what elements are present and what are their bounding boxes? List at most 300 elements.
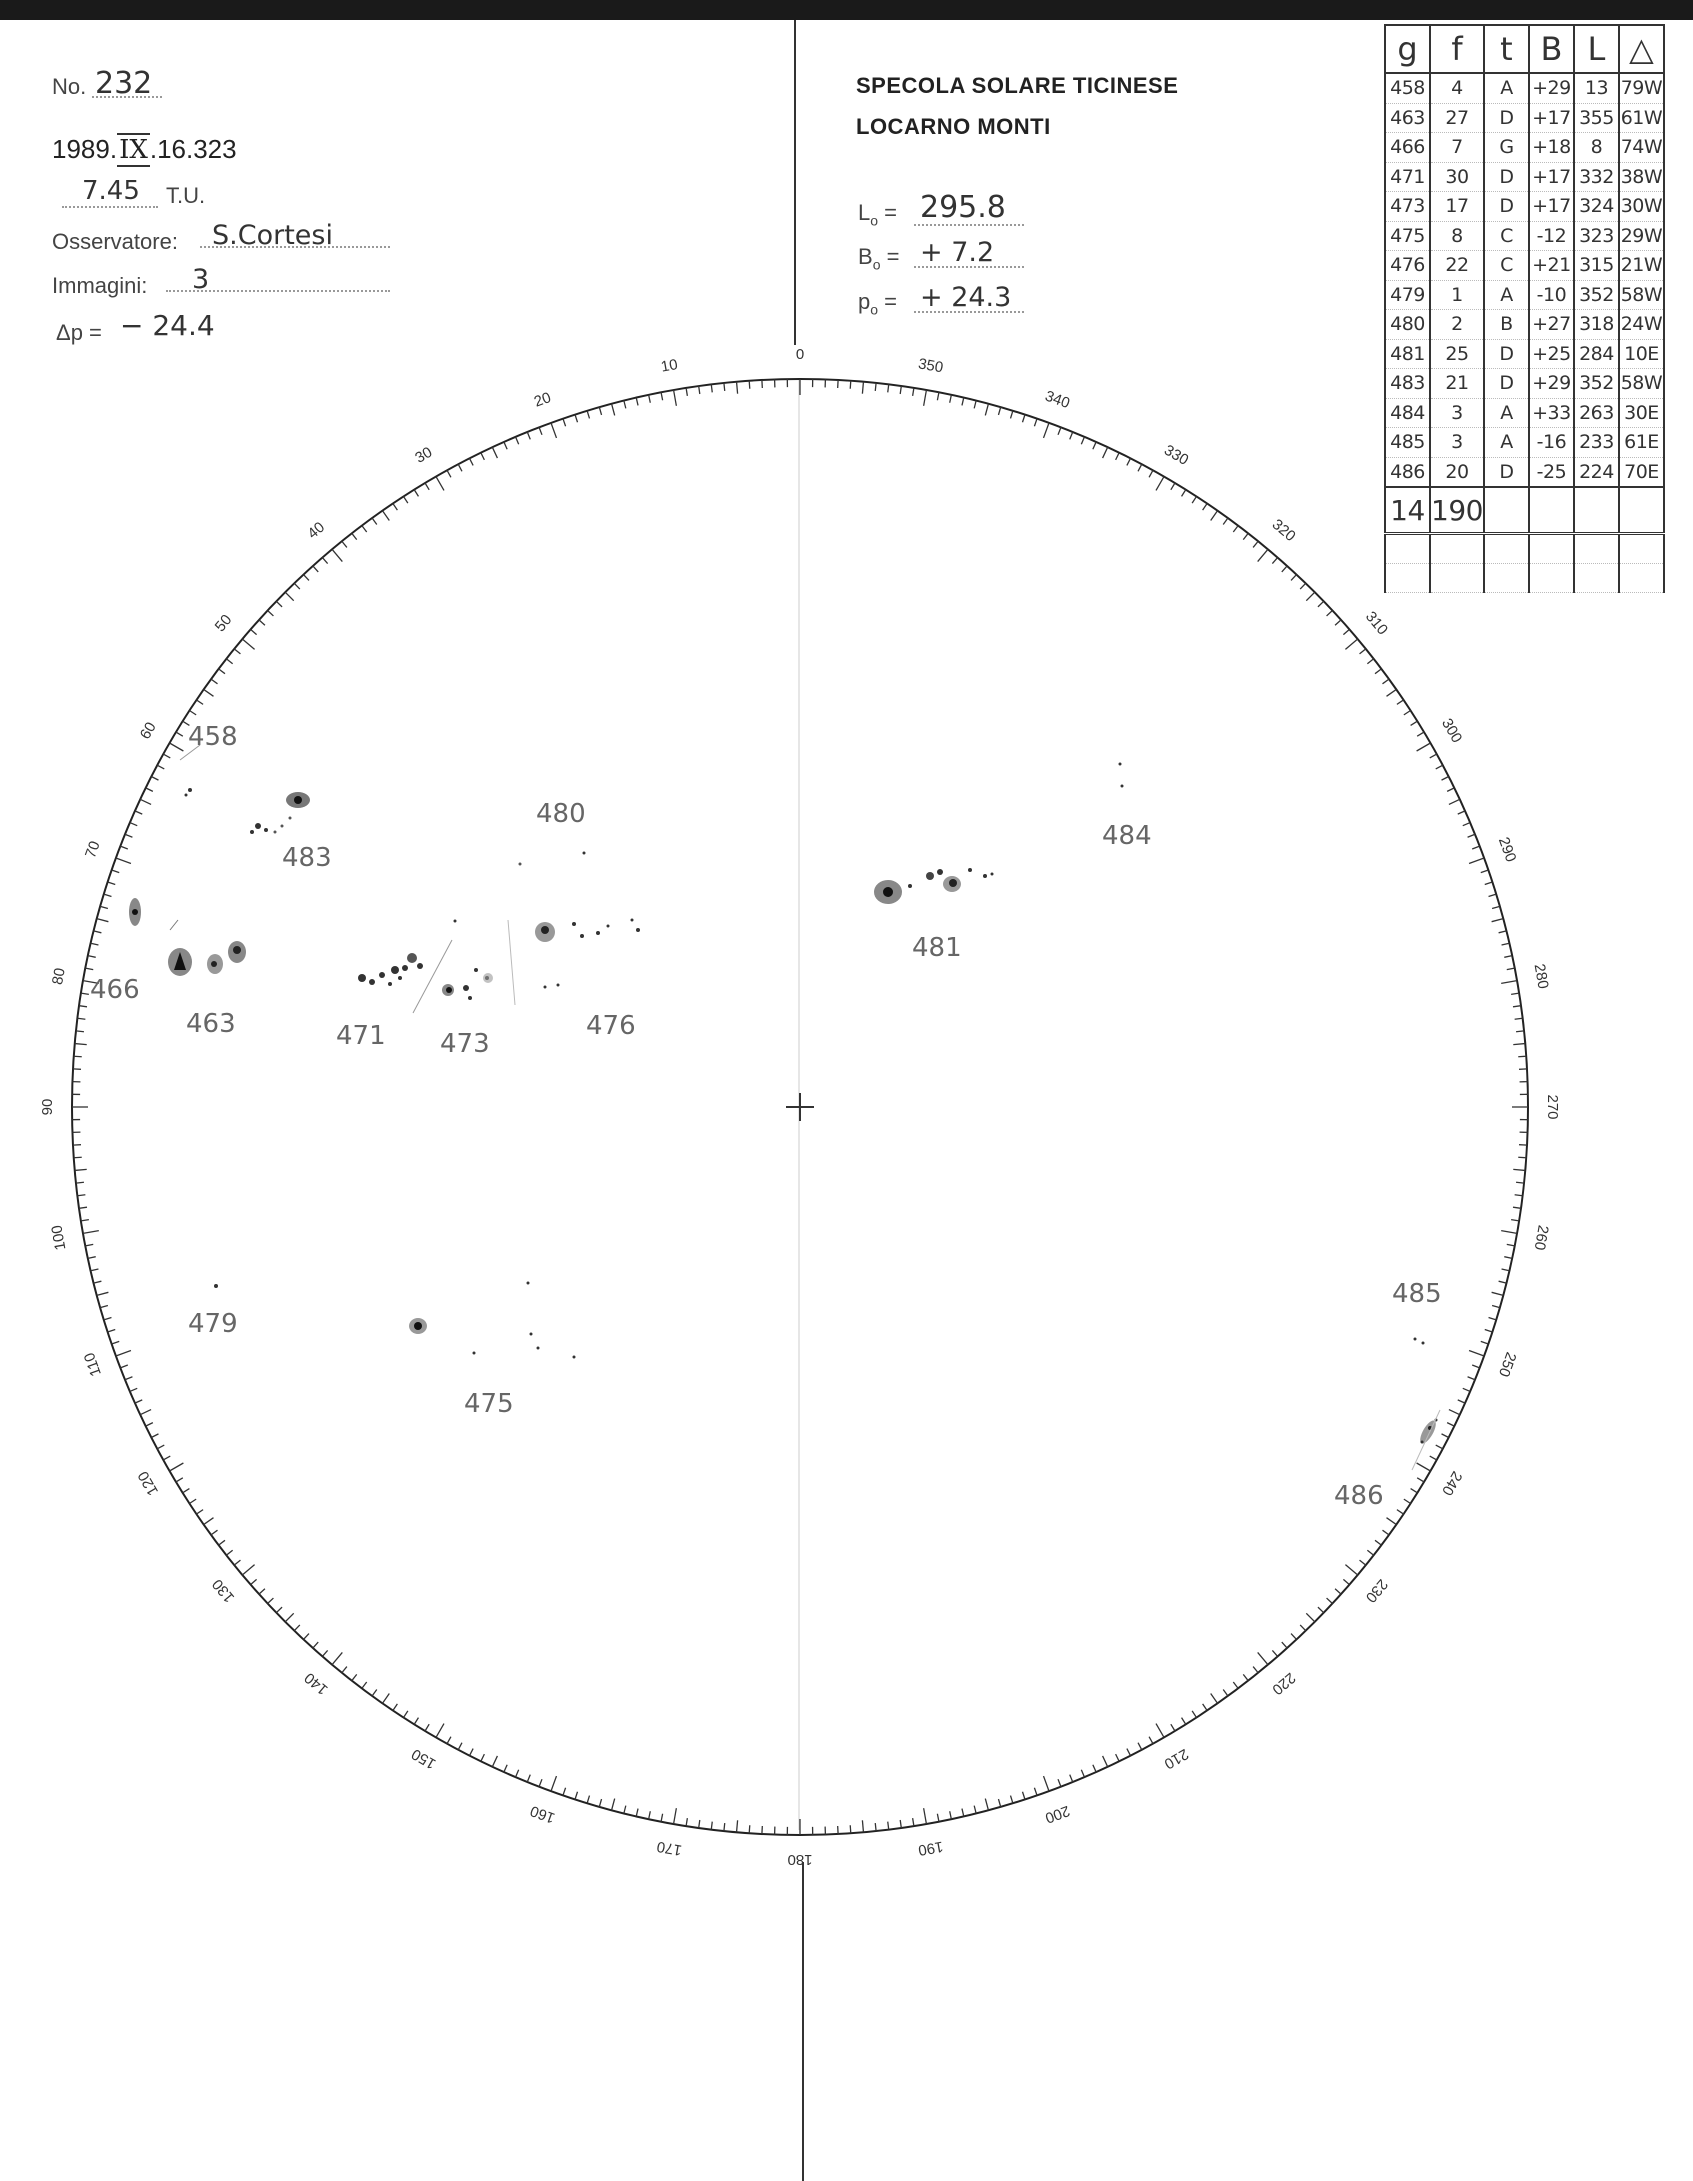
scale-tick — [875, 383, 876, 391]
scale-tick — [1489, 1318, 1497, 1320]
scale-tick — [1300, 1625, 1306, 1631]
scale-label-210: 210 — [1161, 1745, 1192, 1773]
scale-label-150: 150 — [408, 1745, 439, 1773]
scale-tick — [1417, 743, 1431, 751]
label-479: 479 — [188, 1309, 238, 1339]
scale-label-120: 120 — [134, 1468, 162, 1499]
scale-tick — [1507, 968, 1515, 970]
scale-tick — [1387, 689, 1397, 696]
scale-tick — [251, 1579, 257, 1584]
scale-tick — [1058, 1779, 1061, 1786]
cell-delta: 30W — [1619, 192, 1664, 222]
scale-tick — [686, 1818, 687, 1826]
spot-group-466 — [129, 898, 141, 926]
date-fraction: .16.323 — [149, 134, 237, 164]
scale-tick — [294, 583, 300, 589]
scale-tick — [342, 541, 347, 547]
scale-tick — [1243, 533, 1248, 539]
scale-tick — [1182, 490, 1186, 497]
scale-tick — [1223, 518, 1228, 524]
scale-tick — [1511, 1220, 1519, 1221]
scale-tick — [226, 659, 232, 664]
scale-tick — [1382, 679, 1388, 684]
scale-tick — [998, 407, 1000, 415]
scale-tick — [204, 1518, 214, 1525]
scale-tick — [135, 811, 142, 814]
cell-g: 484 — [1385, 398, 1430, 428]
scale-tick — [436, 477, 444, 491]
cell-f: 2 — [1430, 310, 1484, 340]
scale-tick — [1335, 1589, 1341, 1594]
cell-delta: 61E — [1619, 428, 1664, 458]
scale-tick — [888, 384, 889, 392]
delta-p-value: − 24.4 — [120, 309, 215, 342]
cell-t: D — [1484, 457, 1529, 487]
scale-tick — [304, 1634, 309, 1640]
time-unit: T.U. — [166, 183, 206, 208]
scale-tick — [1472, 1365, 1479, 1368]
scale-tick — [1327, 611, 1333, 616]
scale-tick — [1504, 956, 1512, 958]
spot-group-473 — [442, 920, 493, 1001]
label-480: 480 — [536, 799, 586, 829]
cell-delta: 38W — [1619, 162, 1664, 192]
scale-tick — [674, 390, 677, 406]
scale-tick — [469, 458, 473, 465]
spot-group-484 — [1119, 763, 1124, 788]
cell-B: -10 — [1529, 280, 1574, 310]
scale-tick — [1093, 442, 1096, 449]
scale-tick — [875, 1823, 876, 1831]
label-466: 466 — [90, 975, 140, 1005]
cell-g: 481 — [1385, 339, 1430, 369]
cell-L: 332 — [1574, 162, 1619, 192]
scale-tick — [1223, 1689, 1228, 1695]
scale-tick — [75, 1044, 87, 1045]
scale-tick — [481, 453, 485, 460]
scale-tick — [1306, 1613, 1314, 1621]
cell-B: +17 — [1529, 103, 1574, 133]
scale-tick — [97, 1292, 109, 1295]
scale-tick — [112, 870, 120, 873]
scale-label-290: 290 — [1494, 834, 1520, 865]
cell-t: A — [1484, 280, 1529, 310]
scale-tick — [352, 1674, 357, 1680]
cell-f: 4 — [1430, 73, 1484, 103]
scale-tick — [140, 799, 151, 804]
scale-tick — [458, 464, 462, 471]
scale-label-30: 30 — [412, 443, 436, 467]
col-header-delta: △ — [1619, 25, 1664, 73]
scale-tick — [1171, 483, 1175, 490]
label-473: 473 — [440, 1029, 490, 1059]
scale-tick — [170, 1463, 184, 1471]
scale-tick — [492, 1756, 497, 1767]
scale-tick — [1492, 1305, 1500, 1307]
scale-tick — [1515, 1018, 1523, 1019]
scale-label-130: 130 — [208, 1575, 239, 1606]
scale-tick — [268, 1598, 274, 1603]
scale-label-190: 190 — [916, 1837, 945, 1859]
scale-tick — [1282, 1642, 1287, 1648]
label-476: 476 — [586, 1011, 636, 1041]
scale-tick — [79, 1207, 87, 1208]
scale-tick — [1449, 1410, 1460, 1415]
scale-tick — [1282, 566, 1287, 572]
scale-tick — [1070, 432, 1073, 439]
images-count: 3 — [192, 264, 210, 295]
cell-L: 352 — [1574, 369, 1619, 399]
cell-f: 20 — [1430, 457, 1484, 487]
cell-f: 8 — [1430, 221, 1484, 251]
scale-tick — [83, 1231, 99, 1234]
scale-tick — [211, 1530, 217, 1535]
scale-tick — [100, 906, 108, 908]
cell-f: 21 — [1430, 369, 1484, 399]
scale-tick — [649, 395, 651, 403]
scale-tick — [1044, 423, 1049, 438]
scale-tick — [211, 679, 217, 684]
scale-tick — [251, 629, 257, 634]
label-471: 471 — [336, 1021, 386, 1051]
scale-tick — [1233, 1682, 1238, 1688]
scale-tick — [737, 1820, 738, 1832]
scale-tick — [447, 1737, 451, 1744]
scale-tick — [950, 1811, 952, 1819]
label-475: 475 — [464, 1389, 514, 1419]
total-spots: 190 — [1430, 487, 1484, 534]
scale-tick — [79, 1006, 87, 1007]
scale-tick — [130, 1388, 137, 1391]
scale-tick — [1203, 503, 1207, 510]
scale-tick — [382, 1694, 389, 1704]
scale-tick — [1058, 427, 1061, 434]
scale-tick — [414, 1718, 418, 1725]
scale-tick — [862, 1820, 863, 1832]
L0-label: $L_o$ = — [858, 200, 898, 229]
scale-tick — [219, 669, 225, 674]
cell-delta: 21W — [1619, 251, 1664, 281]
B0-label: $B_o$ = — [858, 244, 900, 273]
scale-tick — [1516, 1182, 1524, 1183]
scale-label-60: 60 — [136, 719, 160, 743]
cell-B: +21 — [1529, 251, 1574, 281]
cell-delta: 79W — [1619, 73, 1664, 103]
scale-tick — [575, 1792, 577, 1800]
scale-tick — [1138, 464, 1142, 471]
scale-tick — [1417, 732, 1424, 736]
scale-tick — [259, 620, 265, 625]
cell-L: 324 — [1574, 192, 1619, 222]
scale-tick — [436, 1724, 444, 1738]
scale-tick — [551, 423, 556, 438]
scale-label-320: 320 — [1268, 515, 1299, 546]
scale-tick — [1513, 1044, 1525, 1045]
scale-label-300: 300 — [1438, 715, 1466, 746]
cell-B: -12 — [1529, 221, 1574, 251]
scale-tick — [1472, 846, 1479, 849]
scale-tick — [1233, 526, 1238, 532]
number-label: No. — [52, 74, 87, 99]
cell-B: -25 — [1529, 457, 1574, 487]
scale-tick — [1516, 1031, 1524, 1032]
scale-tick — [1458, 1400, 1465, 1403]
cell-t: C — [1484, 251, 1529, 281]
scale-tick — [1507, 1244, 1515, 1246]
scale-tick — [937, 1814, 939, 1822]
scale-tick — [163, 1456, 170, 1460]
scale-tick — [372, 1689, 377, 1695]
cell-B: -16 — [1529, 428, 1574, 458]
scale-label-280: 280 — [1530, 962, 1552, 991]
sheet-number: 232 — [95, 66, 153, 101]
scale-tick — [1411, 721, 1418, 725]
scale-label-240: 240 — [1438, 1468, 1466, 1499]
scale-label-70: 70 — [82, 838, 104, 861]
scale-tick — [1469, 1351, 1484, 1356]
scale-tick — [1375, 1540, 1381, 1545]
scale-tick — [219, 1540, 225, 1545]
scale-tick — [1306, 592, 1314, 600]
cell-t: A — [1484, 398, 1529, 428]
scale-tick — [352, 533, 357, 539]
scale-tick — [146, 788, 153, 792]
scale-tick — [1081, 1770, 1084, 1777]
scale-tick — [636, 1809, 638, 1817]
spot-group-483 — [250, 792, 310, 834]
scale-tick — [563, 1788, 566, 1796]
cell-delta: 29W — [1619, 221, 1664, 251]
spot-group-458 — [180, 745, 200, 797]
scale-tick — [458, 1743, 462, 1750]
scale-tick — [950, 395, 952, 403]
cell-g: 479 — [1385, 280, 1430, 310]
scale-tick — [108, 882, 116, 884]
cell-delta: 70E — [1619, 457, 1664, 487]
cell-delta: 30E — [1619, 398, 1664, 428]
scale-tick — [414, 490, 418, 497]
scale-label-140: 140 — [301, 1668, 332, 1699]
scale-tick — [304, 575, 309, 581]
scale-tick — [151, 776, 158, 780]
scale-tick — [85, 968, 93, 970]
scale-tick — [1442, 1434, 1449, 1438]
images-label: Immagini: — [52, 273, 148, 298]
scale-tick — [1411, 1489, 1418, 1493]
scale-tick — [724, 383, 725, 391]
scale-tick — [1447, 1423, 1454, 1427]
scale-tick — [1182, 1718, 1186, 1725]
cell-g: 458 — [1385, 73, 1430, 103]
scale-tick — [163, 754, 170, 758]
scale-tick — [294, 1625, 300, 1631]
scale-tick — [913, 1818, 914, 1826]
scale-tick — [1070, 1775, 1073, 1782]
cell-f: 30 — [1430, 162, 1484, 192]
scale-tick — [196, 1510, 203, 1514]
scale-tick — [332, 549, 342, 561]
scale-tick — [1081, 437, 1084, 444]
scale-tick — [1449, 799, 1460, 804]
scale-tick — [97, 919, 109, 922]
scale-tick — [551, 1776, 556, 1791]
scale-tick — [81, 1220, 89, 1221]
scale-tick — [125, 1377, 132, 1380]
label-486: 486 — [1334, 1481, 1384, 1511]
scale-tick — [1513, 1006, 1521, 1007]
scale-tick — [1272, 558, 1277, 564]
scale-tick — [116, 858, 131, 863]
scale-tick — [234, 649, 240, 654]
scale-tick — [1243, 1674, 1248, 1680]
scale-tick — [1430, 754, 1437, 758]
delta-p-label: Δp = — [56, 320, 102, 345]
cell-B: +18 — [1529, 133, 1574, 163]
scale-tick — [74, 1056, 82, 1057]
cell-g: 485 — [1385, 428, 1430, 458]
scale-tick — [176, 1478, 183, 1482]
scale-tick — [183, 1489, 190, 1493]
scale-tick — [686, 388, 687, 396]
scale-tick — [900, 386, 901, 394]
scale-tick — [749, 381, 750, 389]
cell-g: 486 — [1385, 457, 1430, 487]
cell-t: A — [1484, 73, 1529, 103]
scale-tick — [724, 1823, 725, 1831]
col-header-t: t — [1484, 25, 1529, 73]
scale-tick — [447, 470, 451, 477]
cell-f: 17 — [1430, 192, 1484, 222]
label-481: 481 — [912, 933, 962, 963]
scale-tick — [1318, 1607, 1324, 1613]
spot-group-480 — [519, 852, 586, 866]
scale-tick — [1343, 1579, 1349, 1584]
scale-tick — [1375, 669, 1381, 674]
cell-L: 315 — [1574, 251, 1619, 281]
cell-L: 13 — [1574, 73, 1619, 103]
scale-tick — [599, 407, 601, 415]
scale-tick — [1335, 620, 1341, 625]
scale-tick — [481, 1754, 485, 1761]
scale-tick — [1327, 1598, 1333, 1603]
cell-f: 25 — [1430, 339, 1484, 369]
scale-tick — [888, 1822, 889, 1830]
scale-tick — [285, 1613, 293, 1621]
scale-tick — [151, 1434, 158, 1438]
scale-tick — [425, 483, 429, 490]
scale-tick — [587, 411, 589, 419]
scale-tick — [1103, 1756, 1108, 1767]
scale-tick — [1203, 1704, 1207, 1711]
col-header-B: B — [1529, 25, 1574, 73]
cell-g: 463 — [1385, 103, 1430, 133]
scale-tick — [362, 526, 367, 532]
scale-tick — [1171, 1724, 1175, 1731]
scale-tick — [276, 1607, 282, 1613]
cell-f: 22 — [1430, 251, 1484, 281]
scale-tick — [516, 437, 519, 444]
scale-tick — [1469, 858, 1484, 863]
scale-label-330: 330 — [1161, 441, 1192, 469]
scale-tick — [276, 601, 282, 607]
scale-tick — [504, 442, 507, 449]
scale-tick — [88, 956, 96, 958]
label-463: 463 — [186, 1009, 236, 1039]
scale-tick — [1436, 1445, 1443, 1449]
scale-tick — [234, 1560, 240, 1565]
observer-label: Osservatore: — [52, 229, 178, 254]
scale-tick — [94, 1281, 102, 1283]
scale-tick — [116, 1351, 131, 1356]
scale-tick — [112, 1341, 120, 1344]
cell-delta: 74W — [1619, 133, 1664, 163]
scale-tick — [1253, 541, 1258, 547]
scale-tick — [91, 943, 99, 945]
scale-tick — [322, 558, 327, 564]
scale-tick — [1463, 1388, 1470, 1391]
cell-delta: 58W — [1619, 369, 1664, 399]
scale-tick — [711, 1822, 712, 1830]
scale-tick — [1211, 1694, 1218, 1704]
cell-L: 8 — [1574, 133, 1619, 163]
scale-tick — [1258, 549, 1268, 561]
scale-tick — [1468, 834, 1475, 837]
scale-tick — [104, 1318, 112, 1320]
scale-tick — [612, 1799, 615, 1811]
scale-tick — [135, 1400, 142, 1403]
scale-tick — [1192, 1711, 1196, 1718]
scale-tick — [1127, 1749, 1131, 1756]
cell-g: 476 — [1385, 251, 1430, 281]
scale-tick — [1515, 1195, 1523, 1196]
scale-tick — [1417, 1463, 1431, 1471]
observatory-location: LOCARNO MONTI — [856, 114, 1051, 139]
scale-tick — [313, 1642, 318, 1648]
cell-L: 318 — [1574, 310, 1619, 340]
scale-tick — [1116, 1754, 1120, 1761]
scale-tick — [1499, 1281, 1507, 1283]
scale-tick — [1034, 1788, 1037, 1796]
scale-tick — [342, 1667, 347, 1673]
cell-f: 27 — [1430, 103, 1484, 133]
cell-t: D — [1484, 103, 1529, 133]
scale-tick — [985, 1799, 988, 1811]
scale-tick — [624, 401, 626, 409]
scale-tick — [974, 1806, 976, 1814]
scale-tick — [612, 404, 615, 416]
cell-g: 471 — [1385, 162, 1430, 192]
cell-B: +17 — [1529, 162, 1574, 192]
scale-tick — [204, 689, 214, 696]
scale-tick — [382, 511, 389, 521]
scale-tick — [575, 415, 577, 423]
scale-tick — [1502, 1269, 1510, 1271]
cell-L: 323 — [1574, 221, 1619, 251]
scale-tick — [1501, 981, 1517, 984]
cell-f: 7 — [1430, 133, 1484, 163]
scale-tick — [563, 419, 566, 427]
cell-f: 1 — [1430, 280, 1484, 310]
p0-value: + 24.3 — [920, 282, 1012, 313]
scale-tick — [268, 611, 274, 616]
scale-tick — [1253, 1667, 1258, 1673]
scale-tick — [1300, 583, 1306, 589]
label-483: 483 — [282, 843, 332, 873]
scale-tick — [146, 1423, 153, 1427]
scale-tick — [1417, 1478, 1424, 1482]
cell-t: A — [1484, 428, 1529, 458]
scale-tick — [81, 993, 89, 994]
